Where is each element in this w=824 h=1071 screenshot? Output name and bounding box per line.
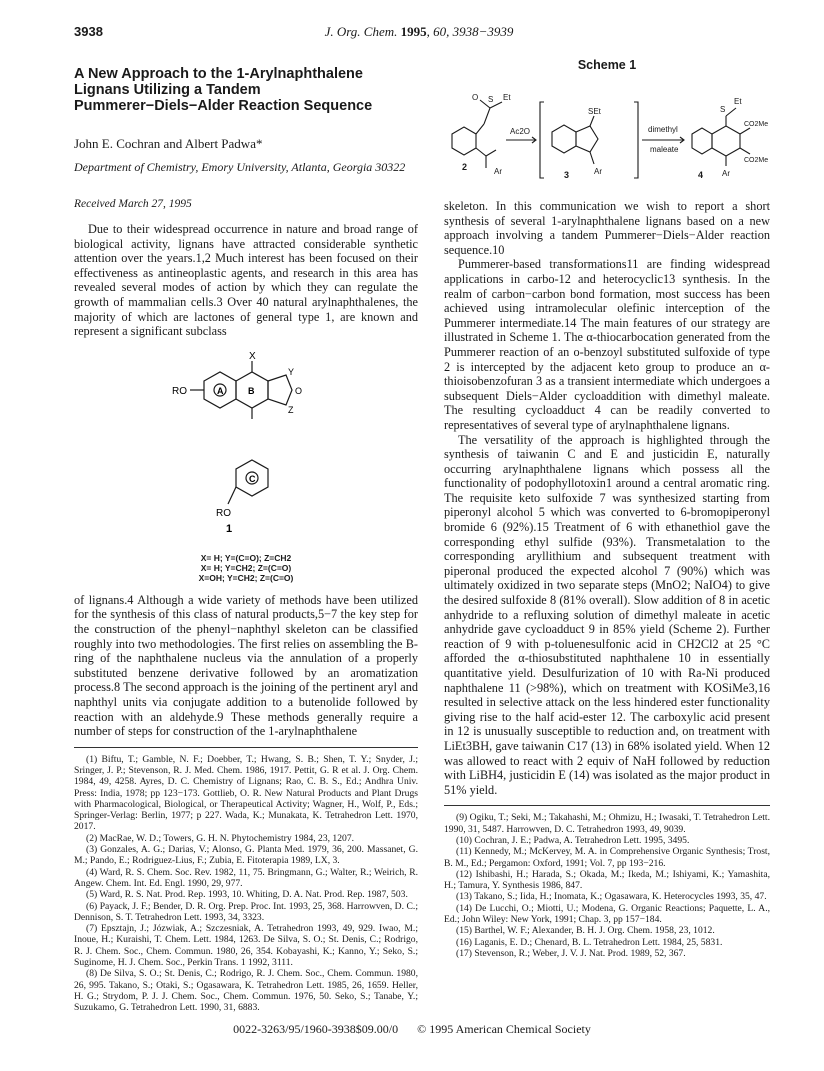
left-column xyxy=(74,58,418,1014)
reference-1: (1) Biftu, T.; Gamble, N. F.; Doebber, T.; Hwang, S. B.; Shen, T. Y.; Snyder, J.; Sringer, J. P.; Stevenson, R. J. Med. Chem. 1986, 1917. Pettit, G. R et al. J. Org. Chem. 1984, 49, 4258. Ayres, D. C. Chemistry of Lignans; Rao, C. B. S., Ed.; Andhra Univ. Press: India, 1978; pp 123−173. Gottlieb, O. R. New Natural Products and Plant Drugs with Pharmacological, Biological, or Therapeutical Activity; Wagner, H., Wolf, P., Eds.; Springer-Verlag: Berlin, 1977; p 227. Wada, K.; Munakata, K. Tetrahedron Lett. 1970, 2017. xyxy=(74,753,418,833)
paragraph-lignans: of lignans.4 Although a wide variety of methods have been utilized for the synthesis of this class of natural products,5−7 the key step for the construction of the phenyl−naphthyl skeleton can be classified roughly into two methodologies. The first relies on assembling the B-ring of the naphthalene nucleus via the annulation of a properly substituted benzene derivative followed by an aromatization process.8 The second approach is the joining of the pertinent aryl and naphthyl units via conjugate addition to a butenolide followed by reaction with an aldehyde.9 These methods generally require a number of steps for construction of the 1-arylnaphthalene xyxy=(74,592,418,739)
scheme-set-label: SEt xyxy=(588,107,601,116)
scheme-co2me-1: CO2Me xyxy=(744,121,769,128)
article-title: A New Approach to the 1-Arylnaphthalene Lignans Utilizing a Tandem Pummerer−Diels−Alder Reaction Sequence xyxy=(74,66,373,114)
references-left xyxy=(74,747,418,1014)
references-right xyxy=(444,805,770,959)
reference-13: (13) Takano, S.; Iida, H.; Inomata, K.; Ogasawara, K. Heterocycles 1993, 35, 47. xyxy=(456,891,767,903)
scheme-o-label: O xyxy=(472,93,479,102)
label-ro-bottom: RO xyxy=(216,507,231,519)
reference-15: (15) Barthel, W. F.; Alexander, B. H. J. Org. Chem. 1958, 23, 1012. xyxy=(456,925,715,937)
reference-14: (14) De Lucchi, O.; Miotti, U.; Modena, G. Organic Reactions; Paquette, L. A., Ed.; John Wiley: New York, 1991; Chap. 3, pp 157−184. xyxy=(444,902,770,926)
structure-1-aryl xyxy=(146,456,346,544)
caption-line-2: X= H; Y=CH2; Z=(C=O) xyxy=(200,562,292,573)
scheme-s-label-4: S xyxy=(720,105,726,114)
scheme-et-label: Et xyxy=(503,93,511,102)
scheme-ar-label-4: Ar xyxy=(722,169,730,178)
reference-10: (10) Cochran, J. E.; Padwa, A. Tetrahedron Lett. 1995, 3495. xyxy=(456,834,690,846)
article-authors: John E. Cochran and Albert Padwa* xyxy=(74,136,263,151)
structure-1-figure xyxy=(74,351,418,583)
reagent-maleate: maleate xyxy=(650,145,679,154)
reagent-dimethyl: dimethyl xyxy=(648,125,678,134)
journal-year: 1995 xyxy=(400,24,427,39)
scheme-co2me-2: CO2Me xyxy=(744,157,769,164)
label-o: O xyxy=(295,385,303,396)
paragraph-pummerer: Pummerer-based transformations11 are finding widespread applications in carbo-12 and heterocyclic13 synthesis. In the realm of carbon−carbon bond formation, most success has been achieved using intramolecular olefinic interception of the Pummerer intermediate.14 The main features of our strategy are illustrated in Scheme 1. The α-thiocarbocation generated from the Pummerer reaction of an o-benzoyl substituted sulfoxide of type 2 is intercepted by the adjacent keto group to produce an α-thioisobenzofuran 3 as a transient intermediate which undergoes a subsequent Diels−Alder cycloaddition with dimethyl maleate. The resulting cycloadduct 4 can be readily converted to representatives of several type of arylnaphthalene lignans. xyxy=(444,257,770,432)
reference-4: (4) Ward, R. S. Chem. Soc. Rev. 1982, 11, 75. Bringmann, G.; Walter, R.; Weirich, R. Angew. Chem. Int. Ed. Engl. 1990, 29, 977. xyxy=(74,866,418,889)
structure-1-drawing xyxy=(146,351,346,451)
paragraph-skeleton: skeleton. In this communication we wish to report a short synthesis of several 1-arylnaphthalene lignans based on a new approach involving a tandem Pummerer−Diels−Alder reaction sequence.10 xyxy=(444,199,770,257)
scheme-title: Scheme 1 xyxy=(577,58,637,72)
reference-5: (5) Ward, R. S. Nat. Prod. Rep. 1993, 10. Whiting, D. A. Nat. Prod. Rep. 1987, 503. xyxy=(86,889,408,901)
ring-b-label: B xyxy=(248,385,255,396)
page-header xyxy=(74,24,764,42)
page-footer xyxy=(0,1022,824,1037)
reference-6: (6) Payack, J. F.; Bender, D. R. Org. Prep. Proc. Int. 1993, 25, 368. Harrowven, D. C.; Dennison, S. T. Tetrahedron Lett. 1993, 34, 3323. xyxy=(74,900,418,923)
right-column xyxy=(444,58,770,959)
caption-line-3: X=OH; Y=CH2; Z=(C=O) xyxy=(198,572,294,583)
paragraph-versatility: The versatility of the approach is highlighted through the synthesis of taiwanin C and E and justicidin E, naturally occurring arylnaphthalene lignans which possess all the functionality of podophyllotoxin1 around a central aromatic ring. The requisite keto sulfoxide 7 was synthesized starting from piperonyl alcohol 5 which was converted to 6-bromopiperonyl bromide 6 (92%).15 Treatment of 6 with ethanethiol gave the corresponding ethyl sulfide (93%). Transmetalation to the corresponding aryllithium and subsequent treatment with piperonal produced the expected alcohol 7 (90%) which was ultimately oxidized in two separate steps (MnO2; NaIO4) to give the desired sulfoxide 8 (81% overall). Slow addition of 8 in acetic anhydride to a refluxing solution of dimethyl maleate in acetic anhydride gave cycloadduct 9 in 85% yield (Scheme 2). Further reaction of 9 with p-toluenesulfonic acid in CH2Cl2 at 25 °C afforded the α-thiosubstituted naphthalene 10 in essentially quantitative yield. Desulfurization of 10 with Ra-Ni produced naphthalene 11 (>98%), which on treatment with KOSiMe3,16 resulted in selective attack on the less hindered ester functionality giving rise to the half acid-ester 12. The carboxylic acid present in 12 is unusually susceptible to reduction and, on treatment with LiEt3BH, gave taiwanin C17 (13) in 68% isolated yield. When 12 was allowed to react with 2 equiv of NaH followed by reduction with LiBH4, justicidin E (14) was isolated as the major product in 51% yield. xyxy=(444,432,770,797)
label-x: X xyxy=(249,350,256,362)
compound-2-number: 2 xyxy=(462,162,468,172)
label-ro: RO xyxy=(172,385,187,397)
ring-c-label: C xyxy=(249,473,256,484)
journal-citation: J. Org. Chem. 1995, 60, 3938−3939 xyxy=(324,24,514,39)
label-z: Z xyxy=(288,404,294,415)
article-code: 0022-3263/95/1960-3938$09.00/0 xyxy=(233,1022,399,1036)
reference-2: (2) MacRae, W. D.; Towers, G. H. N. Phytochemistry 1984, 23, 1207. xyxy=(86,832,355,844)
reference-9: (9) Ogiku, T.; Seki, M.; Takahashi, M.; Ohmizu, H.; Iwasaki, T. Tetrahedron Lett. 1990, 31, 5487. Harrowven, D. C. Tetrahedron 1993, 49, 9039. xyxy=(444,812,770,835)
reference-7: (7) Epsztajn, J.; Józwiak, A.; Szczesniak, A. Tetrahedron 1993, 49, 929. Iwao, M.; Inoue, H.; Kuraishi, T. Chem. Lett. 1984, 1263. De Silva, S. O.; St. Denis, C.; Rodrigo, R. J. Chem. Soc., Chem. Commun. 1980, 26, 354. Kobayashi, K.; Kanno, Y.; Seko, S.; Suginome, H. J. Chem. Soc., Perkin Trans. 1 1992, 3111. xyxy=(74,923,418,969)
reference-12: (12) Ishibashi, H.; Harada, S.; Okada, M.; Ikeda, M.; Ishiyami, K.; Yamashita, H.; Tamura, Y. Synthesis 1986, 847. xyxy=(444,868,770,892)
scheme-s-label: S xyxy=(488,95,494,104)
copyright: © 1995 American Chemical Society xyxy=(417,1022,591,1036)
scheme-1-drawing xyxy=(444,76,770,188)
article-affiliation: Department of Chemistry, Emory University, Atlanta, Georgia 30322 xyxy=(74,160,406,174)
scheme-ar-label-2: Ar xyxy=(494,167,502,176)
journal-pages: 3938−3939 xyxy=(452,24,514,39)
reference-8: (8) De Silva, S. O.; St. Denis, C.; Rodrigo, R. J. Chem. Soc., Chem. Commun. 1980, 26, 995. Takano, S.; Otaki, S.; Ogasawara, K. Tetrahedron Lett. 1985, 26, 1659. Heller, H. G.; Strydom, P. J. J. Chem. Soc., Chem. Commun. 1976, 50. Seko, S.; Tanabe, Y.; Suzukamo, G. Tetrahedron Lett. 1990, 31, 6883. xyxy=(74,968,418,1014)
page-number: 3938 xyxy=(74,24,103,39)
compound-1-number: 1 xyxy=(226,522,233,535)
compound-3-number: 3 xyxy=(564,170,570,180)
reference-3: (3) Gonzales, A. G.; Darias, V.; Alonso, G. Planta Med. 1979, 36, 200. Massanet, G. M.; Pando, E.; Rodriguez-Lius, F.; Zubia, E. Fitoterapia 1989, LX, 3. xyxy=(74,844,418,867)
ring-a-label: A xyxy=(217,385,224,396)
reference-11: (11) Kennedy, M.; McKervey, M. A. in Comprehensive Organic Synthesis; Trost, B. M., Ed.; Pergamon: Oxford, 1991; Vol. 7, pp 193−216. xyxy=(444,846,770,869)
reference-16: (16) Laganis, E. D.; Chenard, B. L. Tetrahedron Lett. 1984, 25, 5831. xyxy=(456,936,723,948)
scheme-ar-label-3: Ar xyxy=(594,167,602,176)
journal-volume: 60 xyxy=(433,24,447,39)
structure-caption xyxy=(74,553,418,583)
reference-17: (17) Stevenson, R.; Weber, J. V. J. Nat. Prod. 1989, 52, 367. xyxy=(456,947,686,959)
reagent-ac2o: Ac2O xyxy=(510,127,531,136)
compound-4-number: 4 xyxy=(698,170,704,180)
scheme-et-label-4: Et xyxy=(734,97,742,106)
received-date: Received March 27, 1995 xyxy=(74,198,192,210)
journal-name: J. Org. Chem. xyxy=(324,24,398,39)
caption-line-1: X= H; Y=(C=O); Z=CH2 xyxy=(200,552,292,563)
paragraph-intro: Due to their widespread occurrence in nature and broad range of biological activity, lignans have attracted considerable synthetic attention over the years.1,2 Much interest has been focused on their effectiveness as antineoplastic agents, and research in this area has revealed several modes of action by which they can regulate the growth of mammalian cells.3 Over 40 natural arylnaphthalenes, the majority of which are lactones of general type 1, are known and represent a significant subclass xyxy=(74,222,418,339)
label-y: Y xyxy=(288,366,295,377)
